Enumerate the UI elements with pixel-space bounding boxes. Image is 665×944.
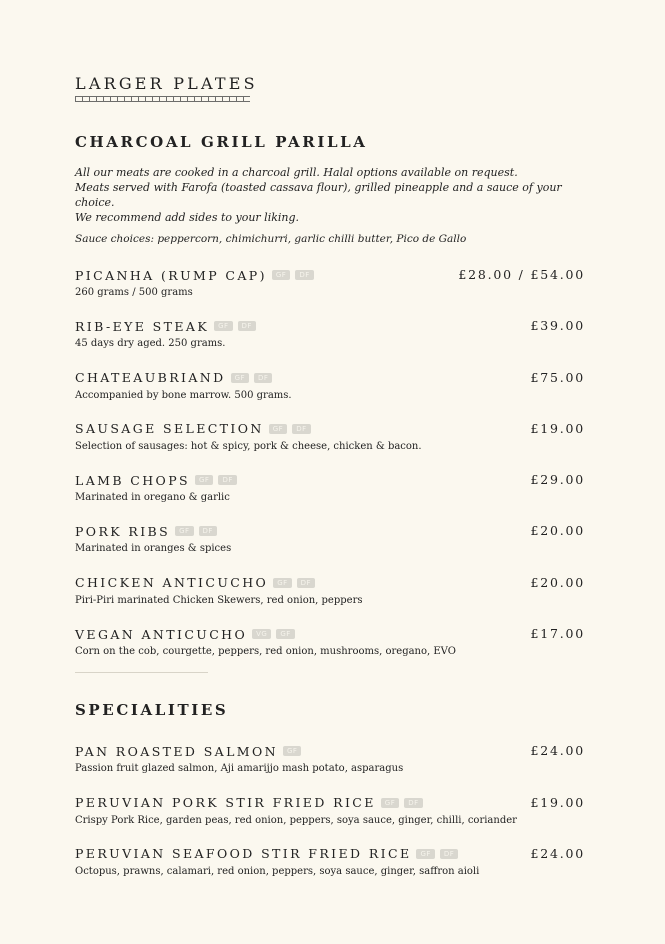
menu-item-name: SAUSAGE SELECTION xyxy=(75,421,264,437)
menu-item-name: PORK RIBS xyxy=(75,523,171,539)
sauce-choices: Sauce choices: peppercorn, chimichurri, garlic chilli butter, Pico de Gallo xyxy=(75,233,467,245)
intro-line: We recommend add sides to your liking. xyxy=(75,211,300,224)
dietary-badge: DF xyxy=(199,526,217,536)
dietary-badge: DF xyxy=(238,321,256,331)
menu-item xyxy=(75,845,585,896)
menu-item-name: VEGAN ANTICUCHO xyxy=(75,626,248,642)
menu-item-header xyxy=(75,625,585,643)
dietary-badge: GF xyxy=(269,424,287,434)
menu-item-description: Crispy Pork Rice, garden peas, red onion, peppers, soya sauce, ginger, chilli, coriander xyxy=(75,814,517,826)
dietary-badge: GF xyxy=(276,629,294,639)
menu-item-description: Marinated in oranges & spices xyxy=(75,543,232,555)
menu-item-name: CHATEAUBRIAND xyxy=(75,370,226,386)
menu-item-name: PERUVIAN PORK STIR FRIED RICE xyxy=(75,795,376,811)
menu-item-description: Octopus, prawns, calamari, red onion, peppers, soya sauce, ginger, saffron aioli xyxy=(75,865,480,877)
menu-item-header xyxy=(75,471,585,489)
section-title-grill: CHARCOAL GRILL PARILLA xyxy=(75,133,368,151)
menu-item-price: £24.00 xyxy=(530,743,585,759)
dietary-badge: GF xyxy=(214,321,232,331)
menu-item-header xyxy=(75,574,585,592)
menu-item-price: £24.00 xyxy=(530,845,585,861)
menu-item-price: £19.00 xyxy=(530,794,585,810)
dietary-badge: GF xyxy=(273,578,291,588)
dietary-badge: DF xyxy=(440,849,458,859)
menu-item-header xyxy=(75,522,585,540)
menu-item-header xyxy=(75,794,585,812)
menu-item-header xyxy=(75,317,585,335)
menu-item-price: £39.00 xyxy=(530,318,585,334)
dietary-badge: DF xyxy=(297,578,315,588)
dietary-badge: VG xyxy=(252,629,271,639)
dietary-badge: DF xyxy=(292,424,310,434)
menu-item xyxy=(75,420,585,471)
menu-item-description: Passion fruit glazed salmon, Aji amarijjo mash potato, asparagus xyxy=(75,763,404,775)
menu-item xyxy=(75,471,585,522)
menu-item-header xyxy=(75,420,585,438)
dietary-badge: GF xyxy=(283,746,301,756)
dietary-badge: GF xyxy=(416,849,434,859)
menu-page xyxy=(75,74,585,896)
menu-item xyxy=(75,794,585,845)
menu-item-description: Piri-Piri marinated Chicken Skewers, red onion, peppers xyxy=(75,594,363,606)
dietary-badge: DF xyxy=(295,270,313,280)
dietary-badge: GF xyxy=(175,526,193,536)
menu-item-header xyxy=(75,369,585,387)
dietary-badge: GF xyxy=(195,475,213,485)
menu-item-description: Marinated in oregano & garlic xyxy=(75,492,230,504)
menu-item xyxy=(75,742,585,793)
dietary-badge: GF xyxy=(381,798,399,808)
menu-item-header xyxy=(75,845,585,863)
dietary-badge: DF xyxy=(218,475,236,485)
menu-item-description: Accompanied by bone marrow. 500 grams. xyxy=(75,389,292,401)
menu-item-name: PAN ROASTED SALMON xyxy=(75,743,278,759)
dietary-badge: GF xyxy=(231,373,249,383)
dietary-badge: DF xyxy=(254,373,272,383)
menu-item-name: LAMB CHOPS xyxy=(75,472,190,488)
page-title: LARGER PLATES xyxy=(75,74,258,93)
menu-item-price: £17.00 xyxy=(530,626,585,642)
menu-item-name: RIB-EYE STEAK xyxy=(75,318,210,334)
menu-item-price: £20.00 xyxy=(530,574,585,590)
dietary-badge: DF xyxy=(404,798,422,808)
menu-item-description: Corn on the cob, courgette, peppers, red onion, mushrooms, oregano, EVO xyxy=(75,646,456,658)
menu-item-price: £19.00 xyxy=(530,420,585,436)
intro-line: All our meats are cooked in a charcoal grill. Halal options available on request. xyxy=(75,166,518,179)
menu-item-description: Selection of sausages: hot & spicy, pork & cheese, chicken & bacon. xyxy=(75,440,422,452)
specialities-item-list xyxy=(75,742,585,896)
menu-item xyxy=(75,266,585,317)
grill-item-list xyxy=(75,266,585,676)
menu-item xyxy=(75,625,585,676)
menu-item-price: £28.00 / £54.00 xyxy=(458,267,585,282)
menu-item-price: £29.00 xyxy=(530,472,585,488)
menu-item xyxy=(75,369,585,420)
dietary-badge: GF xyxy=(272,270,290,280)
menu-item-name: CHICKEN ANTICUCHO xyxy=(75,575,269,591)
menu-item xyxy=(75,317,585,368)
intro-line: Meats served with Farofa (toasted cassava flour), grilled pineapple and a sauce of your choice. xyxy=(75,181,562,209)
menu-item xyxy=(75,574,585,625)
menu-item xyxy=(75,522,585,573)
section-title-specialities: SPECIALITIES xyxy=(75,701,229,720)
menu-item-description: 45 days dry aged. 250 grams. xyxy=(75,338,226,350)
menu-item-description: 260 grams / 500 grams xyxy=(75,287,193,298)
grill-intro xyxy=(75,165,585,225)
greek-key-ornament xyxy=(75,96,250,102)
menu-item-price: £75.00 xyxy=(530,369,585,385)
menu-item-name: PICANHA (RUMP CAP) xyxy=(75,267,267,283)
menu-item-header xyxy=(75,742,585,760)
menu-item-name: PERUVIAN SEAFOOD STIR FRIED RICE xyxy=(75,846,412,862)
menu-item-price: £20.00 xyxy=(530,523,585,539)
